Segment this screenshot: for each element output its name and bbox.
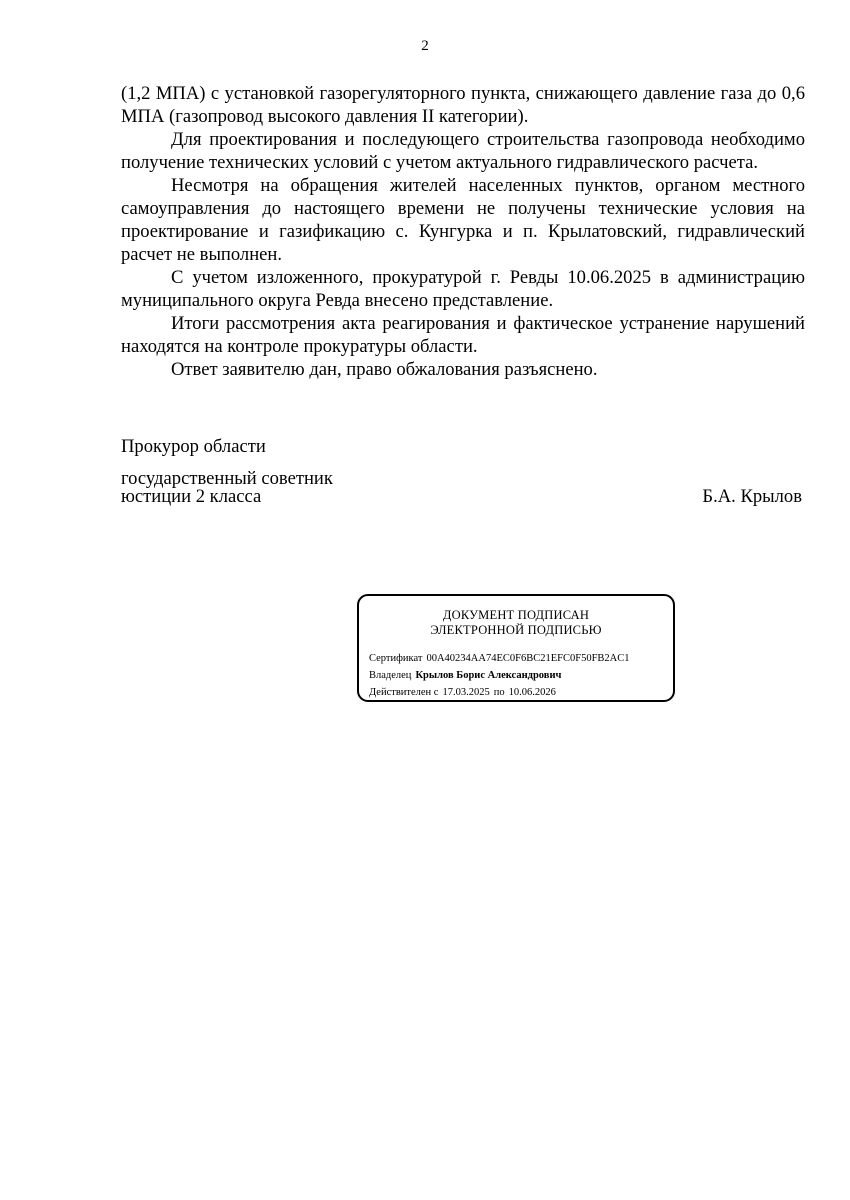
stamp-valid-label: Действителен с — [369, 687, 439, 698]
stamp-owner-value: Крылов Борис Александрович — [415, 670, 562, 681]
stamp-heading-line2: ЭЛЕКТРОННОЙ ПОДПИСЬЮ — [430, 623, 602, 637]
letter-body — [121, 82, 805, 381]
stamp-certificate-value: 00A40234AA74EC0F6BC21EFC0F50FB2AC1 — [426, 653, 630, 664]
paragraph-residents-requests: Несмотря на обращения жителей населенных пунктов, органом местного самоуправления до настоящего времени не получены технические условия на проектирование и газификацию с. Кунгурка и п. Крылатовский, гидравлический расчет не выполнен. — [121, 175, 805, 265]
stamp-heading-line1: ДОКУМЕНТ ПОДПИСАН — [442, 608, 590, 622]
stamp-heading — [359, 608, 673, 638]
signer-position: Прокурор области — [121, 436, 266, 457]
paragraph-response: Ответ заявителю дан, право обжалования разъяснено. — [171, 359, 598, 380]
paragraph-technical-conditions: Для проектирования и последующего строительства газопровода необходимо получение технических условий с учетом актуального гидравлического расчета. — [121, 129, 805, 173]
stamp-valid-to: 10.06.2026 — [508, 687, 556, 698]
signer-rank-line1: государственный советник — [121, 468, 333, 489]
signer-rank — [121, 470, 333, 506]
signer-name: Б.А. Крылов — [702, 486, 802, 507]
stamp-certificate-label: Сертификат — [369, 653, 423, 664]
stamp-valid-from: 17.03.2025 — [442, 687, 490, 698]
stamp-owner-label: Владелец — [369, 670, 412, 681]
signer-rank-line2: юстиции 2 класса — [121, 486, 262, 507]
electronic-signature-stamp — [357, 594, 675, 702]
page-number: 2 — [421, 38, 429, 54]
stamp-valid-to-label: по — [493, 687, 505, 698]
paragraph-control: Итоги рассмотрения акта реагирования и фактическое устранение нарушений находятся на контроле прокуратуры области. — [121, 313, 805, 357]
stamp-certificate-row — [369, 652, 630, 665]
stamp-owner-row — [369, 669, 561, 682]
paragraph-representation: С учетом изложенного, прокуратурой г. Ревды 10.06.2025 в администрацию муниципального округа Ревда внесено представление. — [121, 267, 805, 311]
paragraph-continuation: (1,2 МПА) с установкой газорегуляторного пункта, снижающего давление газа до 0,6 МПА (газопровод высокого давления II категории). — [121, 83, 805, 127]
stamp-validity-row — [369, 686, 556, 699]
